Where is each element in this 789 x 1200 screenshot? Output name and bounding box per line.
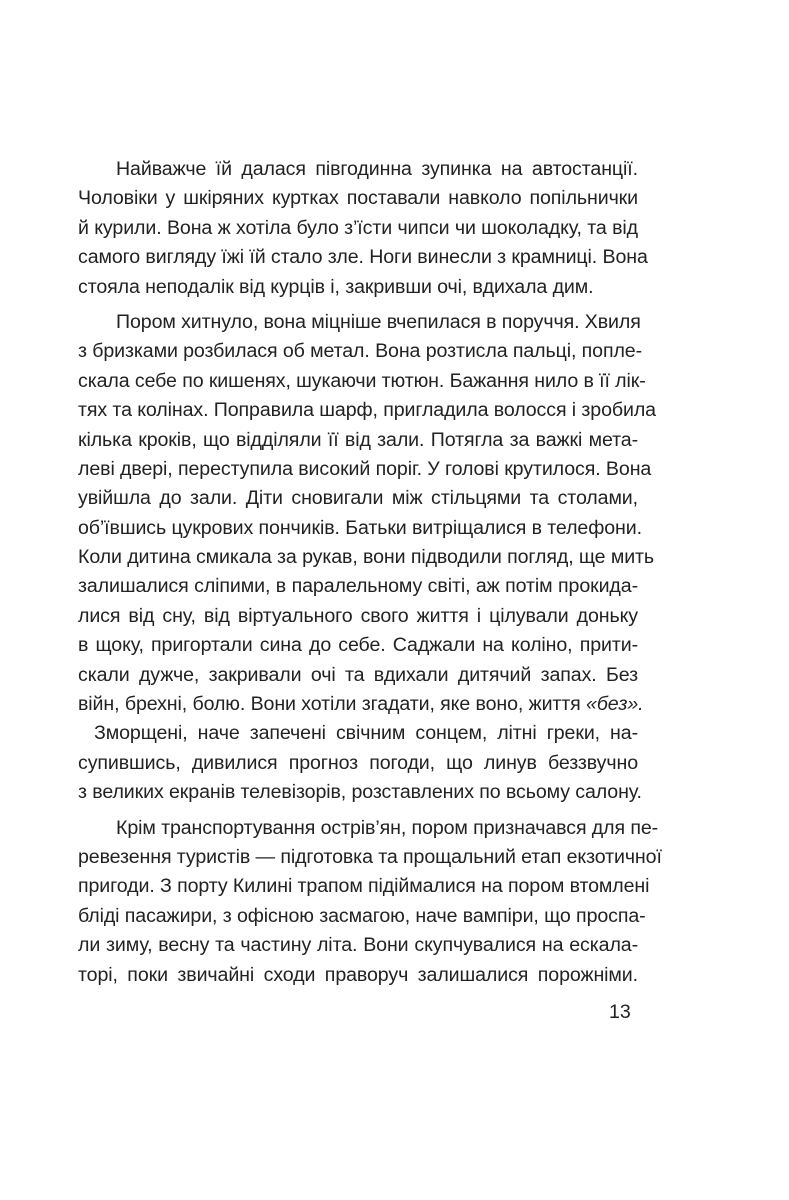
- text-line: з бризками розбилася об метал. Вона розтисла пальці, попле-: [78, 340, 643, 363]
- text-line: торі, поки звичайні сходи праворуч залишалися порожніми.: [78, 963, 638, 986]
- page-number: 13: [609, 1001, 631, 1023]
- text-line: леві двері, переступила високий поріг. У голові крутилося. Вона: [78, 457, 652, 480]
- text-line: самого вигляду їжі їй стало зле. Ноги винесли з крамниці. Вона: [78, 246, 648, 269]
- paragraph-3: [78, 719, 642, 807]
- paragraph-4: [78, 814, 662, 990]
- text-line: Крім транспортування острів’ян, пором призначався для пе-: [116, 816, 659, 839]
- body-text: [78, 155, 662, 990]
- text-line: стояла неподалік від курців і, закривши очі, вдихала дим.: [78, 275, 594, 298]
- text-line: Коли дитина смикала за рукав, вони підводили погляд, ще мить: [78, 546, 655, 569]
- text-line-with-italic: [78, 690, 644, 719]
- text-line: бліді пасажири, з офісною засмагою, наче вампіри, що проспа-: [78, 904, 646, 927]
- paragraph-2: [78, 308, 656, 719]
- text-line: в щоку, пригортали сина до себе. Саджали на коліно, прити-: [78, 634, 638, 657]
- text-line: й курили. Вона ж хотіла було з’їсти чипси чи шоколадку, та від: [78, 216, 638, 239]
- text-line: лися від сну, від віртуального свого життя і цілували доньку: [78, 604, 638, 627]
- text-line: скала себе по кишенях, шукаючи тютюн. Бажання нило в її лік-: [78, 369, 646, 392]
- text-line: кілька кроків, що відділяли її від зали. Потягла за важкі мета-: [78, 428, 638, 451]
- text-line: пригоди. З порту Килині трапом підіймалися на пором втомлені: [78, 875, 650, 898]
- text-line: скали дужче, закривали очі та вдихали дитячий запах. Без: [78, 663, 638, 686]
- text-line: Зморщені, наче запечені свічним сонцем, літні греки, на-: [94, 722, 638, 745]
- italic-word: «без».: [586, 693, 644, 716]
- text-line: Найважче їй далася півгодинна зупинка на автостанції.: [116, 158, 638, 180]
- text-segment: війн, брехні, болю. Вони хотіли згадати, яке воно, життя: [78, 693, 581, 716]
- text-line: ревезення туристів — підготовка та прощальний етап екзотичної: [78, 845, 662, 868]
- text-line: супившись, дивилися прогноз погоди, що линув беззвучно: [78, 751, 638, 774]
- text-line: тях та колінах. Поправила шарф, пригладила волосся і зробила: [78, 399, 656, 422]
- text-line: об’ївшись цукрових пончиків. Батьки витріщалися в телефони.: [78, 516, 642, 539]
- paragraph-1: [78, 155, 648, 302]
- text-line: Чоловіки у шкіряних куртках поставали навколо попільнички: [78, 187, 638, 210]
- text-line: залишалися сліпими, в паралельному світі, аж потім прокида-: [78, 575, 638, 598]
- text-line: увійшла до зали. Діти сновигали між стільцями та столами,: [78, 487, 638, 510]
- text-line: ли зиму, весну та частину літа. Вони скупчувалися на ескала-: [78, 934, 638, 957]
- text-line: Пором хитнуло, вона міцніше вчепилася в поруччя. Хвиля: [116, 310, 641, 333]
- text-line: з великих екранів телевізорів, розставлених по всьому салону.: [78, 781, 642, 804]
